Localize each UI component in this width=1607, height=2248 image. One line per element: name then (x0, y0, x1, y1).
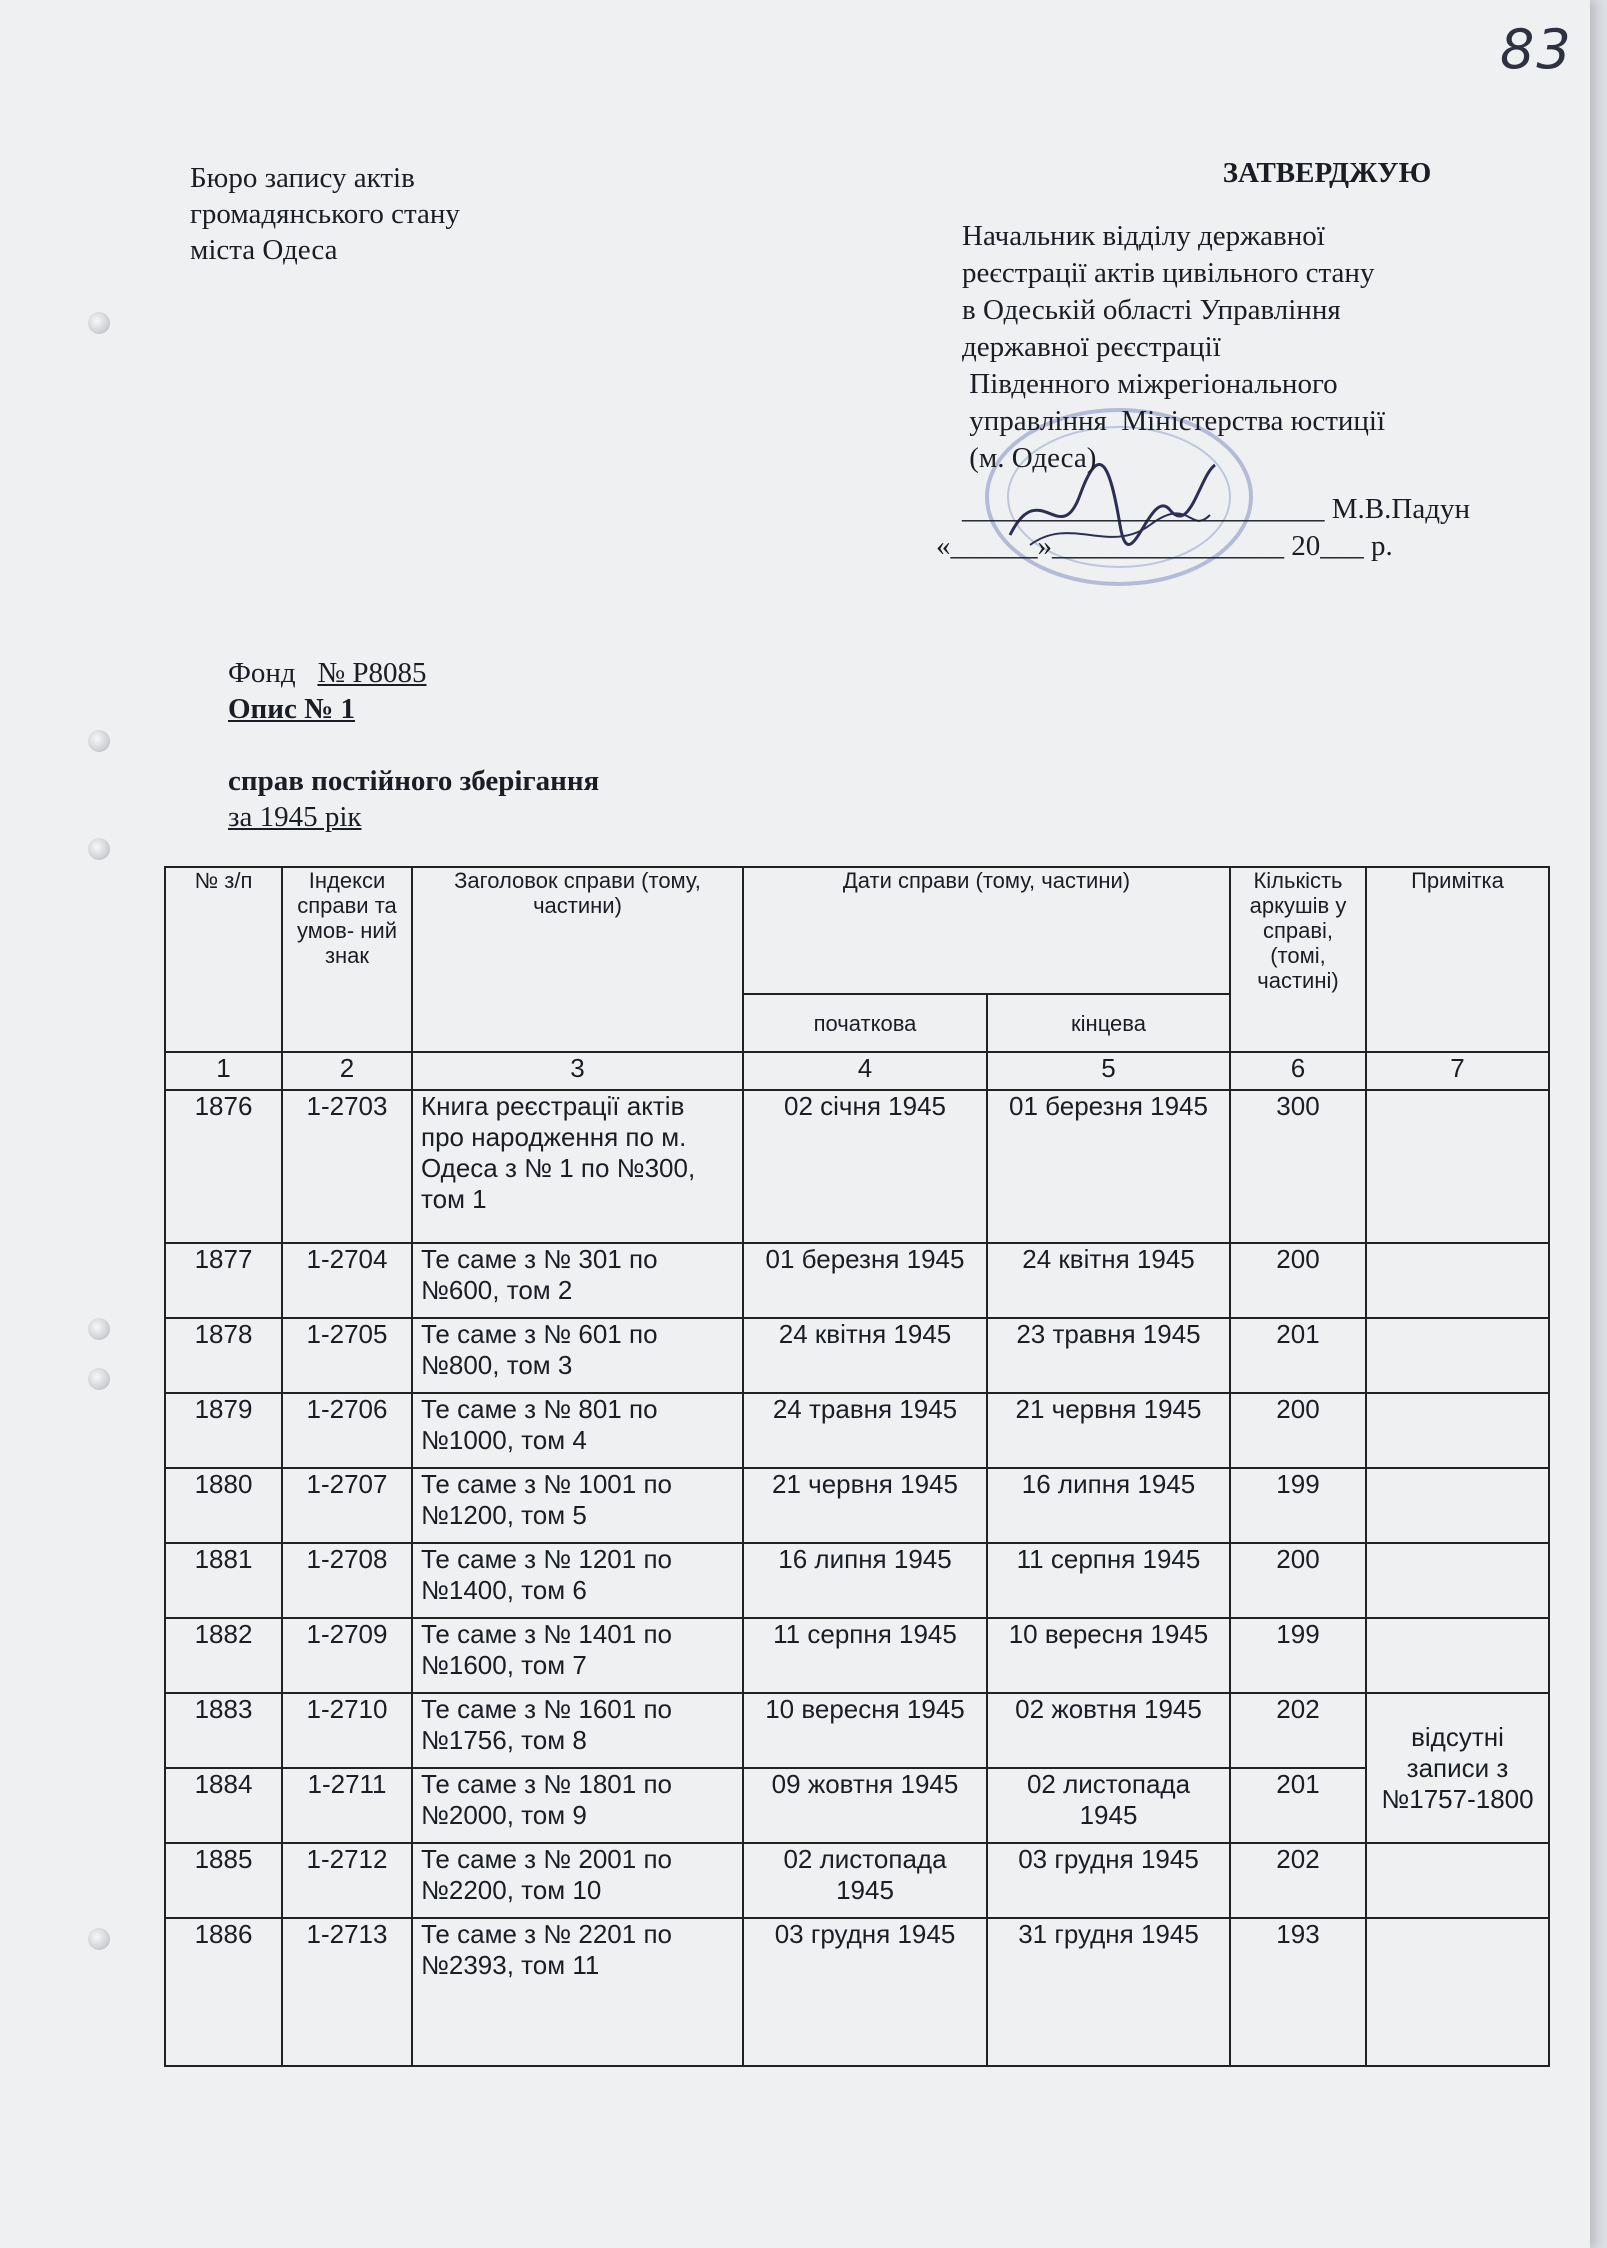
row-end: 16 липня 1945 (987, 1468, 1230, 1543)
row-index: 1-2703 (282, 1090, 412, 1243)
row-index: 1-2706 (282, 1393, 412, 1468)
row-sheets: 200 (1230, 1243, 1366, 1318)
row-num: 1886 (165, 1918, 282, 2066)
date-line: «______»________________ 20___ р. (936, 530, 1393, 562)
row-start: 11 серпня 1945 (743, 1618, 987, 1693)
row-note (1366, 1843, 1549, 1918)
row-end: 11 серпня 1945 (987, 1543, 1230, 1618)
fond-number: № Р8085 (317, 657, 427, 689)
approval-title: ЗАТВЕРДЖУЮ (1222, 157, 1432, 189)
row-sheets: 200 (1230, 1393, 1366, 1468)
row-end: 02 листопада 1945 (987, 1768, 1230, 1843)
row-num: 1880 (165, 1468, 282, 1543)
row-note (1366, 1543, 1549, 1618)
row-end: 31 грудня 1945 (987, 1918, 1230, 2066)
table-row (165, 1843, 1549, 1918)
column-number: 6 (1230, 1052, 1366, 1090)
row-title: Те саме з № 301 по №600, том 2 (412, 1243, 743, 1318)
table-row (165, 1918, 1549, 2066)
row-index: 1-2704 (282, 1243, 412, 1318)
row-sheets: 199 (1230, 1618, 1366, 1693)
column-number: 1 (165, 1052, 282, 1090)
row-index: 1-2711 (282, 1768, 412, 1843)
row-note (1366, 1243, 1549, 1318)
table-row (165, 1243, 1549, 1318)
approval-line: Південного міжрегіонального (962, 368, 1338, 400)
row-title: Те саме з № 1001 по №1200, том 5 (412, 1468, 743, 1543)
institution-line: Бюро запису актів (190, 162, 415, 194)
row-sheets: 199 (1230, 1468, 1366, 1543)
institution-line: громадянського стану (190, 198, 460, 230)
row-title: Те саме з № 2201 по №2393, том 11 (412, 1918, 743, 2066)
row-num: 1878 (165, 1318, 282, 1393)
row-num: 1877 (165, 1243, 282, 1318)
fond-block (228, 655, 599, 835)
approval-block (936, 155, 1552, 565)
row-note (1366, 1468, 1549, 1543)
table-row (165, 1318, 1549, 1393)
row-sheets: 200 (1230, 1543, 1366, 1618)
institution-header (190, 160, 460, 268)
row-start: 24 травня 1945 (743, 1393, 987, 1468)
row-note (1366, 1393, 1549, 1468)
row-start: 24 квітня 1945 (743, 1318, 987, 1393)
table-row (165, 1090, 1549, 1243)
row-title: Те саме з № 2001 по №2200, том 10 (412, 1843, 743, 1918)
row-start: 02 січня 1945 (743, 1090, 987, 1243)
row-start: 21 червня 1945 (743, 1468, 987, 1543)
table-row (165, 1768, 1549, 1843)
approval-line: державної реєстрації (962, 331, 1221, 363)
table-row (165, 1618, 1549, 1693)
row-num: 1884 (165, 1768, 282, 1843)
row-start: 10 вересня 1945 (743, 1693, 987, 1768)
row-sheets: 300 (1230, 1090, 1366, 1243)
header-num: № з/п (165, 867, 282, 1052)
row-start: 09 жовтня 1945 (743, 1768, 987, 1843)
row-sheets: 201 (1230, 1768, 1366, 1843)
header-title: Заголовок справи (тому, частини) (412, 867, 743, 1052)
signature-line: _________________________ М.В.Падун (962, 493, 1470, 525)
row-title: Те саме з № 1201 по №1400, том 6 (412, 1543, 743, 1618)
row-end: 03 грудня 1945 (987, 1843, 1230, 1918)
approval-line: в Одеській області Управління (962, 294, 1341, 326)
row-num: 1876 (165, 1090, 282, 1243)
row-note (1366, 1618, 1549, 1693)
row-start: 02 листопада 1945 (743, 1843, 987, 1918)
row-note (1366, 1090, 1549, 1243)
row-title: Те саме з № 601 по №800, том 3 (412, 1318, 743, 1393)
row-sheets: 202 (1230, 1843, 1366, 1918)
column-number: 7 (1366, 1052, 1549, 1090)
row-index: 1-2707 (282, 1468, 412, 1543)
opis-number: Опис № 1 (228, 693, 355, 725)
row-sheets: 202 (1230, 1693, 1366, 1768)
approval-line: Начальник відділу державної (962, 220, 1325, 252)
row-note (1366, 1318, 1549, 1393)
row-index: 1-2708 (282, 1543, 412, 1618)
row-end: 10 вересня 1945 (987, 1618, 1230, 1693)
row-title: Те саме з № 1401 по №1600, том 7 (412, 1618, 743, 1693)
row-end: 01 березня 1945 (987, 1090, 1230, 1243)
approval-line: управління Міністерства юстиції (962, 405, 1386, 437)
row-index: 1-2710 (282, 1693, 412, 1768)
row-index: 1-2712 (282, 1843, 412, 1918)
row-num: 1881 (165, 1543, 282, 1618)
row-start: 01 березня 1945 (743, 1243, 987, 1318)
row-sheets: 193 (1230, 1918, 1366, 2066)
row-title: Те саме з № 1801 по №2000, том 9 (412, 1768, 743, 1843)
row-end: 21 червня 1945 (987, 1393, 1230, 1468)
table-row (165, 1468, 1549, 1543)
approval-line: (м. Одеса) (962, 442, 1097, 474)
header-index: Індекси справи та умов- ний знак (282, 867, 412, 1052)
header-start: початкова (743, 994, 987, 1052)
institution-line: міста Одеса (190, 234, 338, 266)
row-end: 02 жовтня 1945 (987, 1693, 1230, 1768)
table-row (165, 1693, 1549, 1768)
row-note (1366, 1918, 1549, 2066)
row-index: 1-2705 (282, 1318, 412, 1393)
row-start: 16 липня 1945 (743, 1543, 987, 1618)
opis-title: справ постійного зберігання (228, 765, 600, 797)
row-num: 1879 (165, 1393, 282, 1468)
fond-label: Фонд (228, 657, 296, 689)
row-start: 03 грудня 1945 (743, 1918, 987, 2066)
header-dates: Дати справи (тому, частини) (743, 867, 1230, 994)
row-title: Те саме з № 1601 по №1756, том 8 (412, 1693, 743, 1768)
row-num: 1883 (165, 1693, 282, 1768)
table-row (165, 1393, 1549, 1468)
row-index: 1-2709 (282, 1618, 412, 1693)
row-sheets: 201 (1230, 1318, 1366, 1393)
opis-year: за 1945 рік (228, 801, 362, 833)
row-note: відсутні записи з №1757-1800 (1366, 1693, 1549, 1843)
row-num: 1882 (165, 1618, 282, 1693)
row-end: 23 травня 1945 (987, 1318, 1230, 1393)
row-title: Те саме з № 801 по №1000, том 4 (412, 1393, 743, 1468)
approval-line: реєстрації актів цивільного стану (962, 257, 1375, 289)
page-number: 83 (1500, 18, 1573, 81)
row-title: Книга реєстрації актів про народження по м. Одеса з № 1 по №300, том 1 (412, 1090, 743, 1243)
header-end: кінцева (987, 994, 1230, 1052)
row-end: 24 квітня 1945 (987, 1243, 1230, 1318)
column-number: 3 (412, 1052, 743, 1090)
table-row (165, 1543, 1549, 1618)
column-number: 5 (987, 1052, 1230, 1090)
column-number: 2 (282, 1052, 412, 1090)
header-note: Примітка (1366, 867, 1549, 1052)
column-number: 4 (743, 1052, 987, 1090)
row-num: 1885 (165, 1843, 282, 1918)
header-sheets: Кількість аркушів у справі, (томі, частині) (1230, 867, 1366, 1052)
inventory-table (164, 866, 1550, 2067)
row-index: 1-2713 (282, 1918, 412, 2066)
